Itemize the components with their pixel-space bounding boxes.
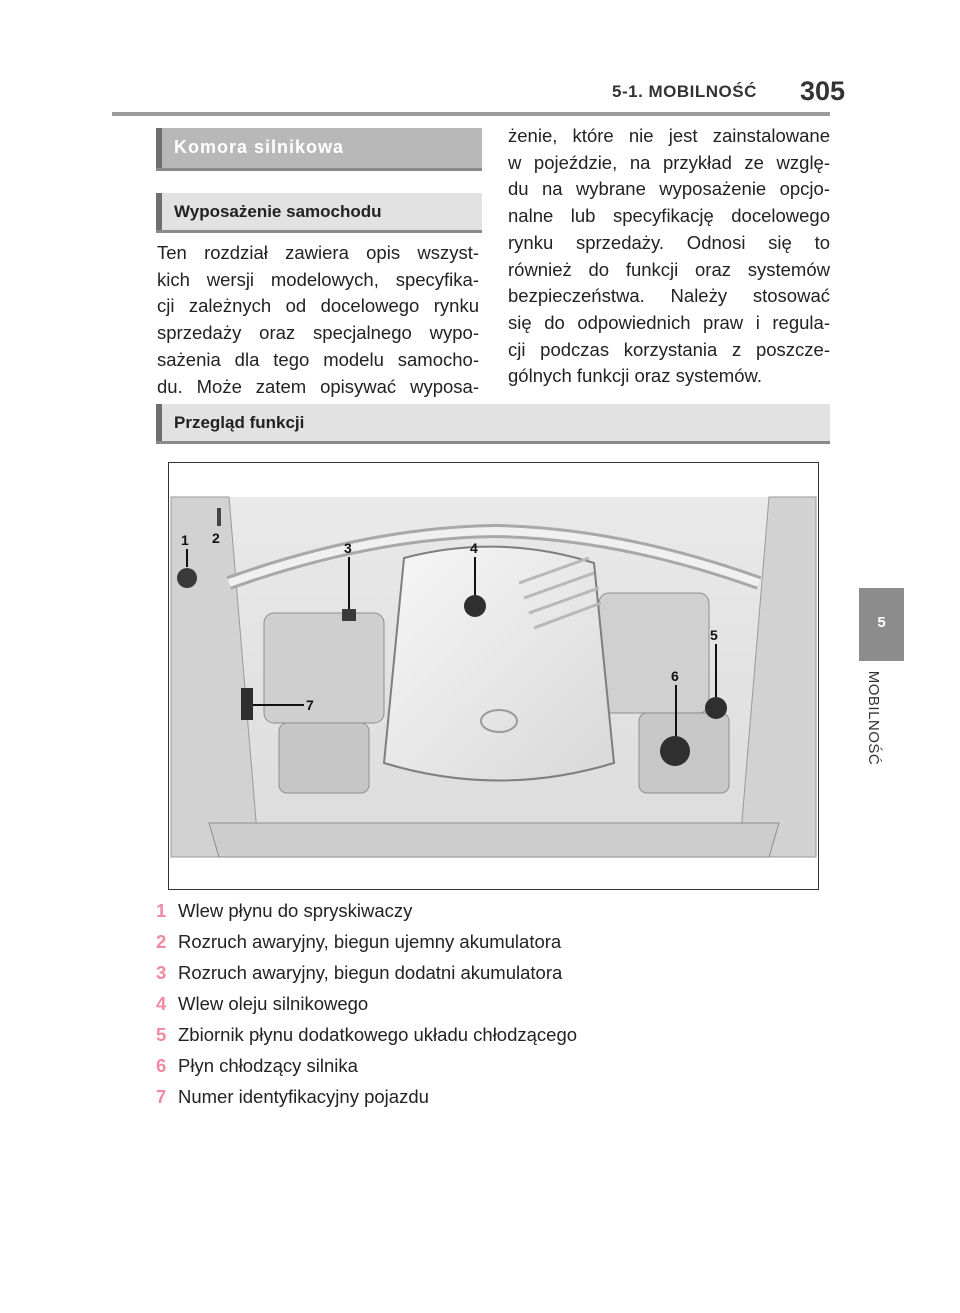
heading-engine-compartment: [156, 128, 482, 168]
legend-text: Wlew oleju silnikowego: [178, 993, 369, 1014]
page-number: 305: [800, 76, 846, 106]
paragraph-line: rynku sprzedaży. Odnosi się to: [508, 231, 830, 253]
washer-cap: [177, 568, 197, 588]
legend-number: 5: [156, 1024, 167, 1045]
coolant-cap: [660, 736, 690, 766]
callout-4: 4: [470, 540, 478, 556]
legend-number: 2: [156, 931, 167, 952]
heading-vehicle-equipment: [156, 193, 482, 230]
intro-paragraph-right: [508, 123, 830, 390]
legend-text: Numer identyfikacyjny pojazdu: [178, 1086, 429, 1107]
left-components: [264, 613, 384, 723]
legend-number: 4: [156, 993, 167, 1014]
legend-number: 7: [156, 1086, 167, 1107]
paragraph-line: sprzedaży oraz specjalnego wypo-: [157, 322, 479, 344]
paragraph-line: gólnych funkcji oraz systemów.: [508, 365, 762, 387]
engine-bay-drawing: [169, 463, 818, 889]
running-header-section: 5-1. MOBILNOŚĆ: [612, 82, 757, 101]
paragraph-line: żenie, które nie jest zainstalowane: [508, 125, 830, 146]
legend-number: 3: [156, 962, 167, 983]
reservoir-cap: [705, 697, 727, 719]
paragraph-line: w pojeździe, na przykład ze wzglę-: [508, 151, 830, 173]
paragraph-line: cji zależnych od docelowego rynku: [157, 295, 479, 317]
chapter-label: MOBILNOŚĆ: [865, 670, 882, 766]
callout-6: 6: [671, 668, 679, 684]
paragraph-line: Ten rozdział zawiera opis wszyst-: [157, 242, 479, 263]
component-legend: [156, 900, 836, 1117]
chapter-tab: [859, 588, 904, 661]
legend-number: 6: [156, 1055, 167, 1076]
callout-5: 5: [710, 627, 718, 643]
paragraph-line: du na wybrane wyposażenie opcjo-: [508, 178, 830, 200]
paragraph-line: również do funkcji oraz systemów: [508, 258, 830, 280]
legend-text: Zbiornik płynu dodatkowego układu chłodzącego: [178, 1024, 578, 1045]
chapter-number: 5: [877, 614, 886, 631]
legend-item: [156, 1055, 836, 1086]
heading-underline: [156, 441, 830, 444]
callout-1: 1: [181, 532, 189, 548]
engine-cover: [384, 547, 614, 781]
legend-item: [156, 931, 836, 962]
engine-bay-illustration: [168, 462, 819, 890]
paragraph-line: się do odpowiednich praw i regula-: [508, 311, 830, 333]
positive-terminal: [342, 609, 356, 621]
front-crossmember: [209, 823, 779, 857]
legend-text: Rozruch awaryjny, biegun ujemny akumulatora: [178, 931, 562, 952]
heading-underline: [156, 230, 482, 233]
paragraph-line: sażenia dla tego modelu samocho-: [157, 348, 479, 370]
heading-underline: [156, 168, 482, 171]
header-rule: [112, 112, 830, 116]
legend-item: [156, 962, 836, 993]
legend-item: [156, 1086, 836, 1117]
legend-item: [156, 1024, 836, 1055]
paragraph-line: bezpieczeństwa. Należy stosować: [508, 285, 830, 307]
negative-terminal: [217, 508, 221, 526]
right-components: [599, 593, 709, 713]
callout-2: 2: [212, 530, 220, 546]
legend-text: Wlew płynu do spryskiwaczy: [178, 900, 413, 921]
intro-paragraph-left: [157, 240, 479, 400]
legend-text: Rozruch awaryjny, biegun dodatni akumulatora: [178, 962, 563, 983]
callout-7: 7: [306, 697, 314, 713]
heading-text: Komora silnikowa: [174, 137, 345, 157]
paragraph-line: cji podczas korzystania z poszcze-: [508, 338, 830, 360]
paragraph-line: nalne lub specyfikację docelowego: [508, 205, 830, 227]
legend-text: Płyn chłodzący silnika: [178, 1055, 358, 1076]
paragraph-line: kich wersji modelowych, specyfika-: [157, 268, 479, 290]
paragraph-line: du. Może zatem opisywać wyposa-: [157, 375, 479, 397]
oil-filler-cap: [464, 595, 486, 617]
legend-item: [156, 900, 836, 931]
callout-3: 3: [344, 540, 352, 556]
legend-item: [156, 993, 836, 1024]
heading-text: Przegląd funkcji: [174, 413, 305, 432]
heading-function-overview: [156, 404, 830, 441]
legend-number: 1: [156, 900, 167, 921]
heading-text: Wyposażenie samochodu: [174, 202, 382, 221]
vin-plate: [241, 688, 253, 720]
